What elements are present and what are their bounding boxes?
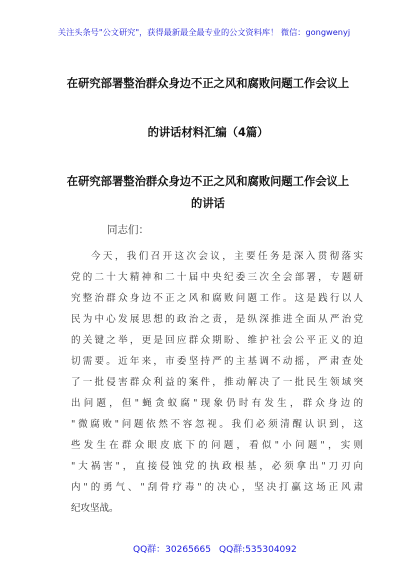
document-title-line-1: 在研究部署整治群众身边不正之风和腐败问题工作会议上	[66, 77, 350, 90]
body-line: 些发生在群众眼皮底下的问题，看似"小问题"，实则	[71, 440, 363, 451]
header-promo-note: 关注头条号"公文研究"，获得最新最全最专业的公文资料库！ 微信：gongwenyj	[57, 27, 351, 37]
footer-qq-group-1: QQ群：30265665	[133, 545, 211, 555]
body-line: 民为中心发展思想的政治之责，是纵深推进全面从严治党	[71, 314, 363, 325]
salutation: 同志们：	[107, 224, 149, 236]
body-line: "大祸害"，直接侵蚀党的执政根基，必须拿出"刀刃向	[71, 461, 363, 472]
body-line: 党的二十大精神和二十届中央纪委三次全会部署，专题研	[71, 272, 363, 283]
section-title-line-2: 的讲话	[191, 197, 225, 210]
body-line: 内"的勇气、"刮骨疗毒"的决心，坚决打赢这场正风肃	[71, 482, 363, 493]
body-line: 究整治群众身边不正之风和腐败问题工作。这是践行以人	[71, 293, 363, 304]
section-title-line-1: 在研究部署整治群众身边不正之风和腐败问题工作会议上	[66, 175, 350, 188]
body-line: 了一批侵害群众利益的案件，推动解决了一批民生领域突	[71, 377, 363, 388]
document-title-line-2: 的讲话材料汇编（4篇）	[147, 126, 269, 139]
footer-qq-group-2: QQ群:535304092	[219, 545, 297, 555]
body-line: 纪攻坚战。	[71, 503, 119, 514]
body-line: 今天，我们召开这次会议，主要任务是深入贯彻落实	[91, 251, 363, 262]
body-line: 切需要。近年来，市委坚持严的主基调不动摇，严肃查处	[71, 356, 363, 367]
body-line: 的关键之举，更是回应群众期盼、维护社会公平正义的迫	[71, 335, 363, 346]
body-line: "微腐败"问题依然不容忽视。我们必须清醒认识到，这	[71, 419, 363, 430]
body-line: 出问题，但"蝇贪蚁腐"现象仍时有发生，群众身边的	[71, 398, 363, 409]
speech-body	[71, 246, 363, 519]
